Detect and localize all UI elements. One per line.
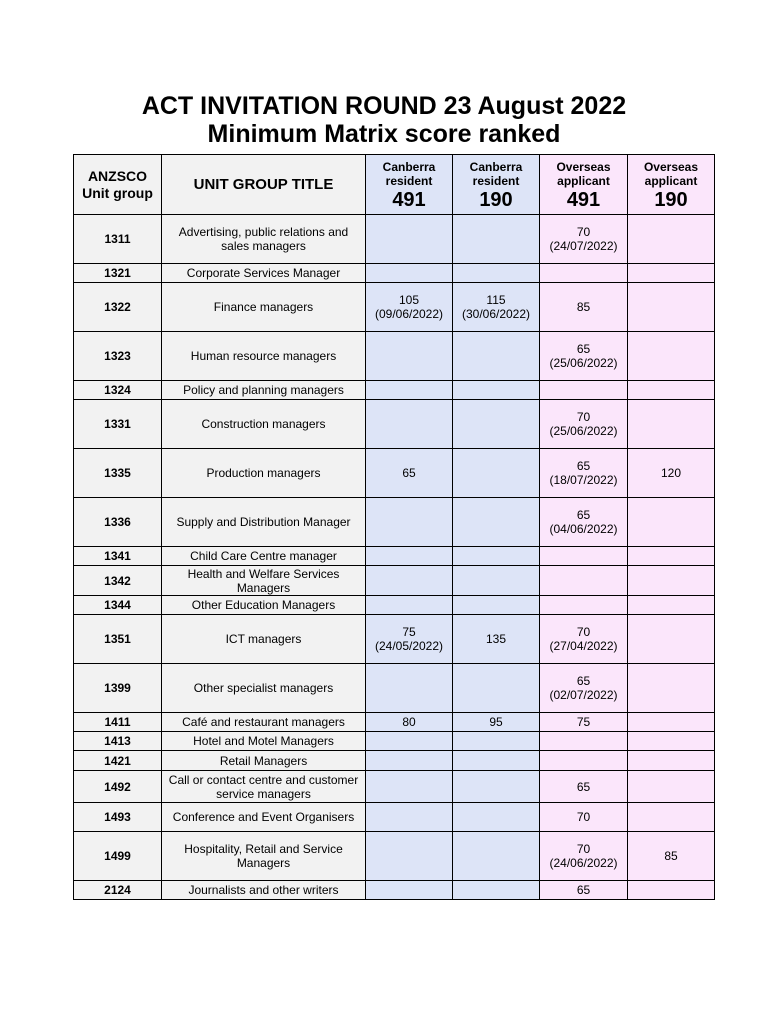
header-overseas-491 <box>540 155 628 215</box>
canberra-491-score <box>366 713 453 732</box>
cell-text: 1311 <box>104 232 131 246</box>
cell-text: 70 <box>576 225 591 239</box>
header-title: UNIT GROUP TITLE <box>162 155 366 215</box>
row-code <box>74 332 162 381</box>
page-title: ACT INVITATION ROUND 23 August 2022 <box>141 92 627 120</box>
canberra-491-score <box>366 332 453 381</box>
cell-text: (24/05/2022) <box>374 639 444 653</box>
canberra-491-score <box>366 732 453 751</box>
cell-text: (24/07/2022) <box>549 239 618 253</box>
header-row <box>74 155 715 215</box>
canberra-190-score <box>453 547 540 566</box>
table-row <box>74 732 715 751</box>
overseas-190-score <box>628 803 715 832</box>
cell-text: 120 <box>660 466 682 480</box>
canberra-190-score <box>453 449 540 498</box>
header-label: Canberra resident <box>469 159 523 188</box>
canberra-190-score <box>453 596 540 615</box>
row-title <box>162 751 366 771</box>
row-code <box>74 713 162 732</box>
overseas-491-score <box>540 449 628 498</box>
cell-text: Other specialist managers <box>193 681 334 695</box>
header-label: Overseas applicant <box>643 159 699 188</box>
canberra-190-score <box>453 498 540 547</box>
overseas-491-score <box>540 803 628 832</box>
cell-text: (24/06/2022) <box>549 856 618 870</box>
row-code <box>74 264 162 283</box>
row-title <box>162 264 366 283</box>
header-visa: 190 <box>654 188 688 211</box>
row-code <box>74 664 162 713</box>
cell-text: (04/06/2022) <box>549 522 618 536</box>
header-visa: 491 <box>566 188 601 211</box>
header-canberra-491 <box>366 155 453 215</box>
cell-text: 1323 <box>104 349 131 363</box>
cell-text: 1341 <box>104 549 131 563</box>
header-label: Canberra resident <box>382 159 436 188</box>
cell-text: Health and Welfare Services Managers <box>187 566 340 595</box>
overseas-491-score <box>540 498 628 547</box>
cell-text: 85 <box>664 849 678 863</box>
cell-text: Other Education Managers <box>191 598 336 612</box>
overseas-190-score <box>628 832 715 881</box>
row-title <box>162 803 366 832</box>
cell-text: Call or contact centre and customer service managers <box>168 772 359 801</box>
overseas-190-score <box>628 732 715 751</box>
overseas-190-score <box>628 400 715 449</box>
header-visa: 491 <box>392 188 426 211</box>
canberra-491-score <box>366 283 453 332</box>
row-title <box>162 596 366 615</box>
table-row <box>74 881 715 900</box>
overseas-190-score <box>628 449 715 498</box>
canberra-491-score <box>366 771 453 803</box>
cell-text: 135 <box>485 632 507 646</box>
canberra-190-score <box>453 881 540 900</box>
row-title <box>162 449 366 498</box>
overseas-491-score <box>540 881 628 900</box>
row-title <box>162 547 366 566</box>
cell-text: 65 <box>576 674 591 688</box>
table-row <box>74 547 715 566</box>
row-title <box>162 400 366 449</box>
overseas-190-score <box>628 596 715 615</box>
table-row <box>74 381 715 400</box>
cell-text: 105 <box>398 293 420 307</box>
row-title <box>162 498 366 547</box>
table-row <box>74 803 715 832</box>
cell-text: 1322 <box>104 300 131 314</box>
table-row <box>74 264 715 283</box>
cell-text: 1335 <box>104 466 131 480</box>
cell-text: 1411 <box>104 715 131 729</box>
row-title <box>162 771 366 803</box>
overseas-190-score <box>628 381 715 400</box>
row-code <box>74 832 162 881</box>
cell-text: 70 <box>576 842 591 856</box>
row-title <box>162 713 366 732</box>
cell-text: 70 <box>576 410 591 424</box>
table-row <box>74 332 715 381</box>
row-title <box>162 566 366 596</box>
canberra-491-score <box>366 832 453 881</box>
cell-text: 70 <box>576 625 591 639</box>
table-row <box>74 498 715 547</box>
cell-text: Café and restaurant managers <box>182 715 345 729</box>
cell-text: 1342 <box>104 573 131 588</box>
cell-text: 1399 <box>104 681 131 695</box>
row-code <box>74 400 162 449</box>
overseas-491-score <box>540 664 628 713</box>
canberra-190-score <box>453 771 540 803</box>
canberra-190-score <box>453 381 540 400</box>
table-row <box>74 566 715 596</box>
cell-text: Human resource managers <box>190 349 337 363</box>
cell-text: 1413 <box>104 734 131 748</box>
overseas-491-score <box>540 332 628 381</box>
canberra-190-score <box>453 664 540 713</box>
header-visa: 190 <box>479 188 513 211</box>
overseas-190-score <box>628 547 715 566</box>
cell-text: Supply and Distribution Manager <box>176 515 351 529</box>
canberra-491-score <box>366 498 453 547</box>
cell-text: 1492 <box>104 779 131 794</box>
overseas-190-score <box>628 751 715 771</box>
overseas-190-score <box>628 566 715 596</box>
overseas-190-score <box>628 771 715 803</box>
cell-text: (30/06/2022) <box>461 307 531 321</box>
table-row <box>74 596 715 615</box>
cell-text: 65 <box>576 342 591 356</box>
canberra-491-score <box>366 664 453 713</box>
row-title <box>162 832 366 881</box>
header-overseas-190 <box>628 155 715 215</box>
cell-text: (09/06/2022) <box>374 307 444 321</box>
row-code <box>74 751 162 771</box>
canberra-491-score <box>366 400 453 449</box>
cell-text: 1344 <box>104 598 131 612</box>
header-code: ANZSCO Unit group <box>74 155 162 215</box>
row-code <box>74 803 162 832</box>
row-code <box>74 596 162 615</box>
table-row <box>74 771 715 803</box>
row-code <box>74 498 162 547</box>
table-row <box>74 664 715 713</box>
cell-text: 65 <box>576 459 591 473</box>
cell-text: ICT managers <box>225 632 302 646</box>
overseas-491-score <box>540 713 628 732</box>
cell-text: 1324 <box>104 383 131 397</box>
overseas-491-score <box>540 771 628 803</box>
cell-text: 95 <box>489 715 503 729</box>
canberra-491-score <box>366 566 453 596</box>
canberra-491-score <box>366 881 453 900</box>
header-label: Overseas applicant <box>556 159 611 188</box>
header-canberra-190 <box>453 155 540 215</box>
cell-text: Journalists and other writers <box>188 883 339 897</box>
canberra-190-score <box>453 215 540 264</box>
overseas-491-score <box>540 400 628 449</box>
cell-text: (25/06/2022) <box>549 424 618 438</box>
overseas-491-score <box>540 732 628 751</box>
canberra-190-score <box>453 400 540 449</box>
row-code <box>74 215 162 264</box>
cell-text: 1336 <box>104 515 131 529</box>
overseas-491-score <box>540 547 628 566</box>
row-code <box>74 547 162 566</box>
table-row <box>74 215 715 264</box>
cell-text: 1421 <box>104 753 131 768</box>
row-title <box>162 332 366 381</box>
canberra-491-score <box>366 751 453 771</box>
cell-text: 65 <box>576 883 591 897</box>
canberra-491-score <box>366 215 453 264</box>
overseas-491-score <box>540 264 628 283</box>
row-code <box>74 615 162 664</box>
cell-text: 2124 <box>104 883 131 897</box>
table-row <box>74 615 715 664</box>
overseas-491-score <box>540 832 628 881</box>
overseas-491-score <box>540 215 628 264</box>
canberra-190-score <box>453 566 540 596</box>
canberra-190-score <box>453 332 540 381</box>
cell-text: (02/07/2022) <box>549 688 618 702</box>
cell-text: Finance managers <box>213 300 314 314</box>
canberra-491-score <box>366 381 453 400</box>
row-title <box>162 283 366 332</box>
cell-text: Retail Managers <box>219 753 308 768</box>
cell-text: 65 <box>576 779 591 794</box>
cell-text: (25/06/2022) <box>549 356 618 370</box>
table-row <box>74 713 715 732</box>
row-code <box>74 381 162 400</box>
canberra-190-score <box>453 803 540 832</box>
page-subtitle: Minimum Matrix score ranked <box>207 120 561 148</box>
canberra-491-score <box>366 615 453 664</box>
table-row <box>74 751 715 771</box>
cell-text: 65 <box>576 508 591 522</box>
overseas-190-score <box>628 881 715 900</box>
canberra-491-score <box>366 803 453 832</box>
scores-table <box>73 154 715 900</box>
cell-text: 85 <box>576 300 591 314</box>
cell-text: Conference and Event Organisers <box>172 810 355 824</box>
row-title <box>162 664 366 713</box>
row-title <box>162 215 366 264</box>
cell-text: 1351 <box>104 632 131 646</box>
row-code <box>74 881 162 900</box>
overseas-190-score <box>628 264 715 283</box>
cell-text: Hotel and Motel Managers <box>193 734 334 748</box>
cell-text: 75 <box>402 625 416 639</box>
canberra-190-score <box>453 832 540 881</box>
row-code <box>74 283 162 332</box>
overseas-190-score <box>628 332 715 381</box>
canberra-190-score <box>453 751 540 771</box>
cell-text: Production managers <box>206 466 321 480</box>
overseas-190-score <box>628 713 715 732</box>
cell-text: 65 <box>402 466 416 480</box>
cell-text: Child Care Centre manager <box>190 549 337 563</box>
cell-text: 1331 <box>104 417 131 431</box>
overseas-190-score <box>628 498 715 547</box>
row-title <box>162 381 366 400</box>
cell-text: (27/04/2022) <box>549 639 618 653</box>
overseas-491-score <box>540 566 628 596</box>
overseas-491-score <box>540 596 628 615</box>
cell-text: 70 <box>576 810 591 824</box>
cell-text: 1321 <box>104 266 131 280</box>
row-code <box>74 449 162 498</box>
cell-text: Construction managers <box>201 417 326 431</box>
canberra-491-score <box>366 264 453 283</box>
table-row <box>74 283 715 332</box>
row-title <box>162 732 366 751</box>
canberra-491-score <box>366 596 453 615</box>
overseas-190-score <box>628 615 715 664</box>
cell-text: Advertising, public relations and sales managers <box>178 225 349 253</box>
canberra-190-score <box>453 264 540 283</box>
cell-text: Hospitality, Retail and Service Managers <box>184 842 343 870</box>
cell-text: (18/07/2022) <box>549 473 618 487</box>
row-title <box>162 615 366 664</box>
row-code <box>74 566 162 596</box>
cell-text: 1499 <box>104 849 131 863</box>
overseas-491-score <box>540 283 628 332</box>
cell-text: 1493 <box>104 810 131 824</box>
row-code <box>74 732 162 751</box>
cell-text: 75 <box>576 715 591 729</box>
table-row <box>74 400 715 449</box>
canberra-491-score <box>366 547 453 566</box>
cell-text: Policy and planning managers <box>183 383 344 397</box>
table-row <box>74 832 715 881</box>
cell-text: Corporate Services Manager <box>186 266 341 280</box>
row-title <box>162 881 366 900</box>
canberra-190-score <box>453 615 540 664</box>
overseas-491-score <box>540 751 628 771</box>
overseas-190-score <box>628 283 715 332</box>
cell-text: 115 <box>486 293 506 307</box>
canberra-190-score <box>453 713 540 732</box>
overseas-491-score <box>540 615 628 664</box>
overseas-190-score <box>628 664 715 713</box>
row-code <box>74 771 162 803</box>
canberra-190-score <box>453 732 540 751</box>
canberra-491-score <box>366 449 453 498</box>
canberra-190-score <box>453 283 540 332</box>
overseas-491-score <box>540 381 628 400</box>
overseas-190-score <box>628 215 715 264</box>
cell-text: 80 <box>402 715 416 729</box>
table-row <box>74 449 715 498</box>
